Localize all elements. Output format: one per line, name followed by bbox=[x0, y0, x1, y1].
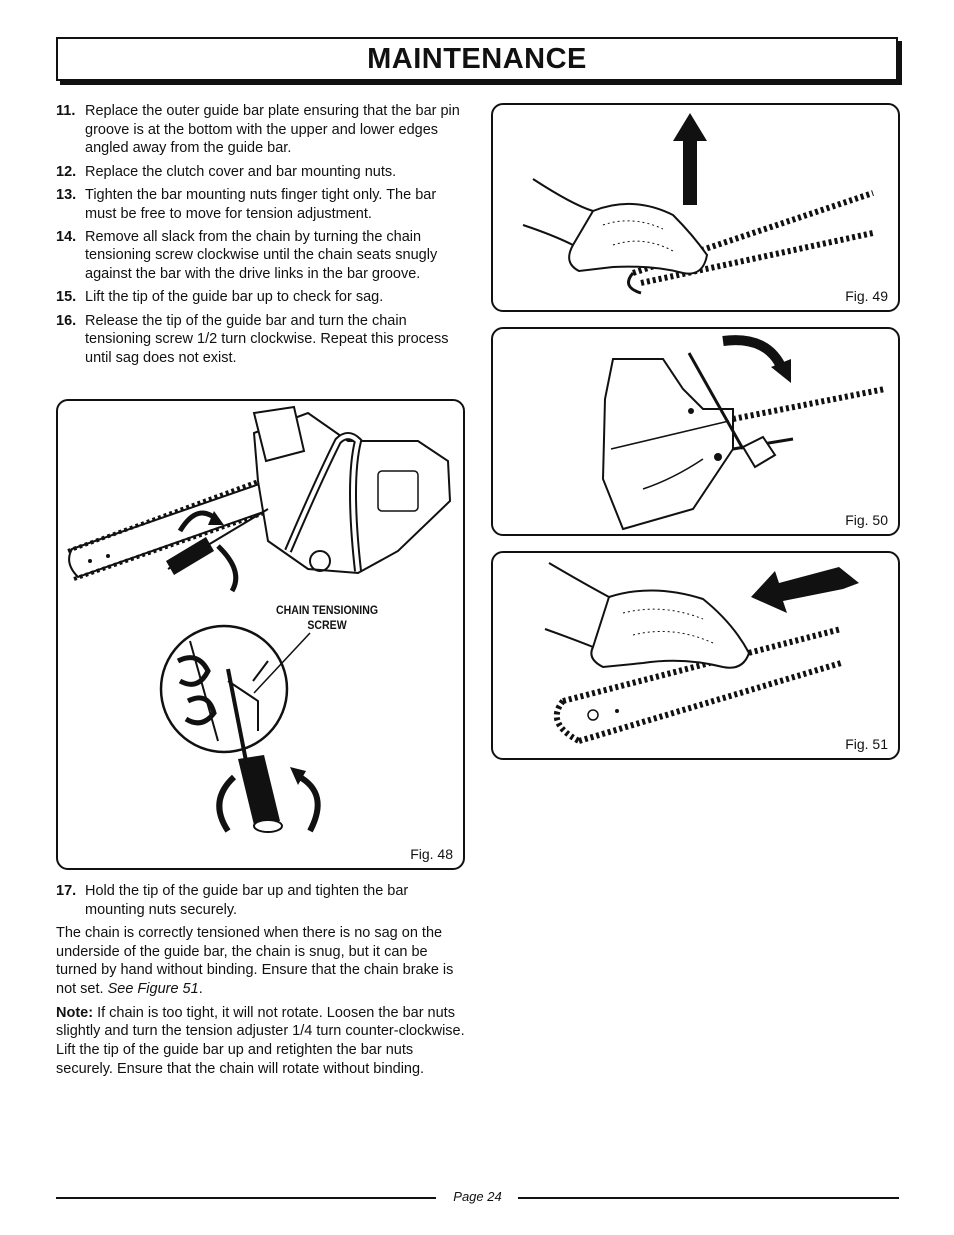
step-number: 15. bbox=[56, 289, 77, 306]
figure-49 bbox=[491, 103, 900, 312]
note-text: If chain is too tight, it will not rotate. Loosen the bar nuts slightly and turn the tension adjuster 1/4 turn counter-clockwise. Lift the tip of the guide bar up and retighten the bar nuts securely. Ensure that the chain will rotate without binding. bbox=[56, 1004, 465, 1077]
step-17 bbox=[56, 882, 466, 919]
step-text: Remove all slack from the chain by turning the chain tensioning screw clockwise until the chain seats snugly against the bar with the drive links in the bar groove. bbox=[85, 228, 438, 283]
lift-bar-tip-illustration bbox=[493, 105, 898, 310]
step-text: Hold the tip of the guide bar up and tighten the bar mounting nuts securely. bbox=[85, 883, 409, 918]
step-16 bbox=[56, 312, 466, 368]
turn-tension-screw-illustration bbox=[493, 329, 898, 534]
step-text: Lift the tip of the guide bar up to check for sag. bbox=[85, 289, 384, 306]
step-number: 12. bbox=[56, 163, 77, 180]
paragraph-end: . bbox=[198, 981, 203, 998]
figure-label: Fig. 49 bbox=[845, 288, 888, 304]
chainsaw-tensioning-illustration bbox=[58, 401, 463, 868]
instructions-lower bbox=[56, 882, 466, 1084]
callout-line-2: SCREW bbox=[307, 618, 347, 632]
step-text: Tighten the bar mounting nuts finger tight only. The bar must be free to move for tension adjustment. bbox=[85, 186, 437, 222]
figure-51 bbox=[491, 551, 900, 760]
figure-label: Fig. 50 bbox=[845, 512, 888, 528]
figure-48 bbox=[56, 399, 465, 870]
instructions-column bbox=[56, 102, 466, 372]
step-text: Release the tip of the guide bar and turn the chain tensioning screw 1/2 turn clockwise. Repeat this process until sag does not exist. bbox=[85, 312, 449, 366]
pull-chain-illustration bbox=[493, 553, 898, 758]
page-number: Page 24 bbox=[453, 1189, 502, 1204]
step-14 bbox=[56, 228, 466, 284]
page-header bbox=[56, 37, 898, 81]
step-text: Replace the clutch cover and bar mounting nuts. bbox=[85, 163, 397, 180]
step-number: 17. bbox=[56, 883, 77, 899]
figure-label: Fig. 48 bbox=[410, 846, 453, 862]
step-number: 11. bbox=[56, 103, 76, 119]
figure-50 bbox=[491, 327, 900, 536]
step-number: 14. bbox=[56, 228, 77, 245]
tension-paragraph bbox=[56, 924, 466, 999]
step-number: 13. bbox=[56, 186, 77, 203]
step-11 bbox=[56, 102, 466, 158]
step-number: 16. bbox=[56, 312, 77, 329]
step-15 bbox=[56, 288, 466, 307]
page-title: MAINTENANCE bbox=[367, 43, 587, 75]
paragraph-text: The chain is correctly tensioned when there is no sag on the underside of the guide bar, the chain is snug, but it can be turned by hand without binding. Ensure that the chain brake is not set. bbox=[56, 924, 454, 998]
page-footer bbox=[56, 1189, 899, 1207]
note-label: Note: bbox=[56, 1004, 94, 1021]
step-text: Replace the outer guide bar plate ensuring that the bar pin groove is at the bottom with the upper and lower edges angled away from the guide bar. bbox=[85, 103, 460, 157]
figure-label: Fig. 51 bbox=[845, 736, 888, 752]
figure-reference: See Figure 51 bbox=[107, 981, 199, 998]
step-13 bbox=[56, 186, 466, 223]
chain-tensioning-screw-callout bbox=[276, 603, 378, 633]
step-12 bbox=[56, 163, 466, 182]
callout-line-1: CHAIN TENSIONING bbox=[276, 603, 379, 617]
note-paragraph bbox=[56, 1004, 466, 1079]
